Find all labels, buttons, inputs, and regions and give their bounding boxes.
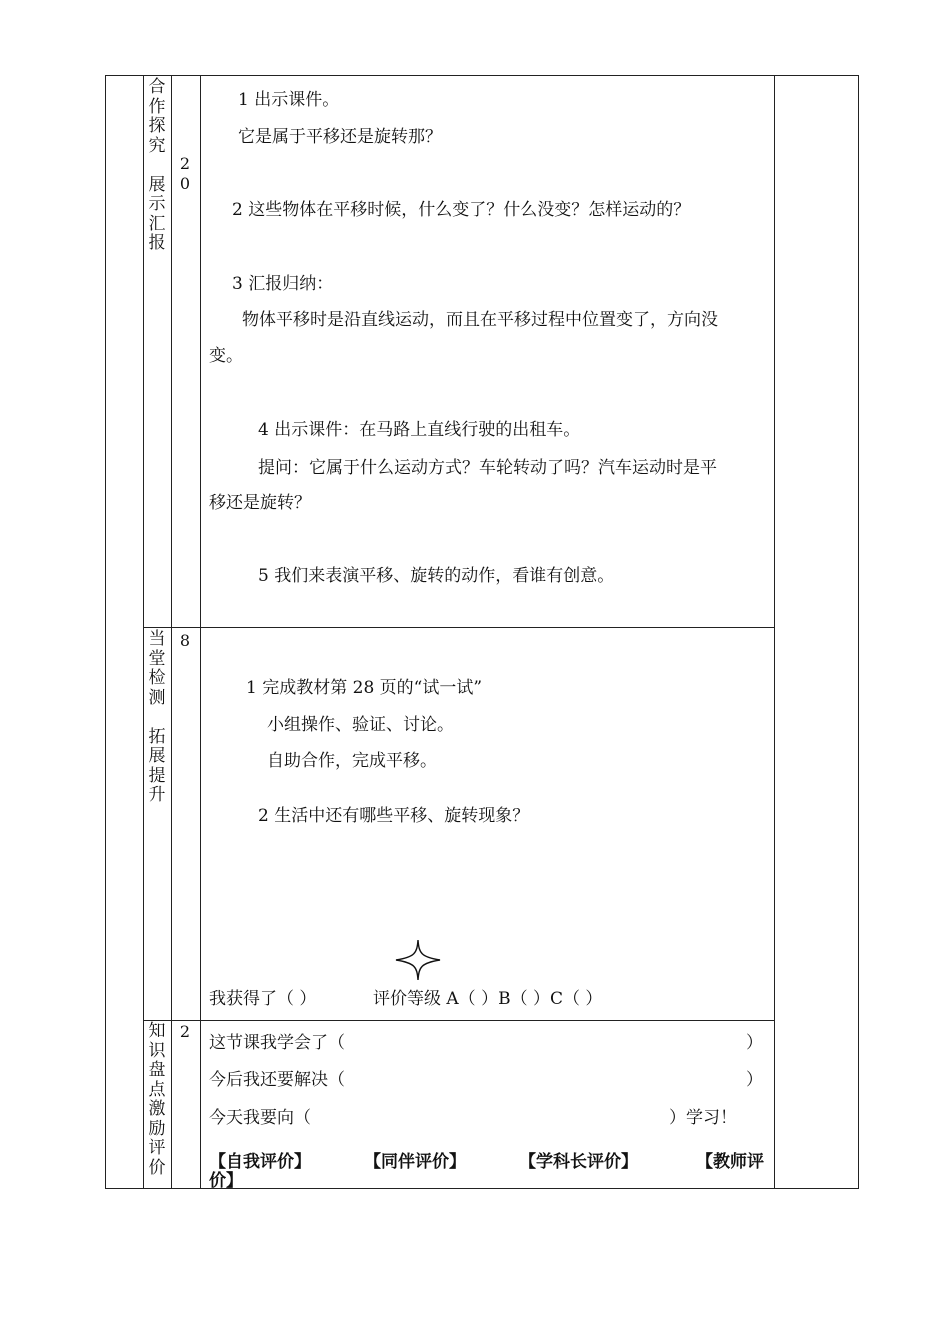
evaluation-peer: 【同伴评价】: [364, 1152, 466, 1172]
evaluation-teacher: 【教师评: [696, 1152, 764, 1172]
step-text: 物体平移时是沿直线运动，而且在平移过程中位置变了，方向没: [242, 310, 718, 330]
evaluation-self: 【自我评价】: [209, 1152, 311, 1172]
section-label-cooperate-explore: 合 作 探 究 展 示 汇 报: [148, 77, 166, 253]
learned-prefix: 这节课我学会了（: [209, 1033, 345, 1053]
exercise-text: 2 生活中还有哪些平移、旋转现象？: [258, 806, 530, 826]
star-icon: [395, 939, 441, 981]
step-text: 1 出示课件。: [238, 90, 340, 110]
learn-from-suffix: ）学习！: [669, 1108, 737, 1128]
exercise-text: 小组操作、验证、讨论。: [267, 715, 454, 735]
evaluation-teacher-wrap: 价】: [209, 1171, 243, 1191]
column-divider: [774, 76, 775, 1188]
exercise-text: 自助合作，完成平移。: [267, 751, 437, 771]
learn-from-prefix: 今天我要向（: [209, 1108, 311, 1128]
step-text: 5 我们来表演平移、旋转的动作，看谁有创意。: [258, 566, 615, 586]
step-text: 变。: [209, 346, 243, 366]
section-minutes: 2: [179, 1022, 191, 1041]
row-divider: [143, 627, 775, 628]
step-text: 4 出示课件：在马路上直线行驶的出租车。: [258, 420, 581, 440]
column-divider: [143, 76, 144, 1188]
evaluation-subject-leader: 【学科长评价】: [519, 1152, 638, 1172]
step-text: 它是属于平移还是旋转那？: [238, 127, 442, 147]
grade-text: 评价等级 A（ ）B（ ）C（ ）: [373, 989, 603, 1009]
step-text: 移还是旋转？: [209, 493, 311, 513]
section-minutes: 2 0: [179, 154, 191, 193]
section-label-knowledge-review: 知 识 盘 点 激 励 评 价: [148, 1021, 166, 1178]
exercise-text: 1 完成教材第 28 页的“试一试”: [246, 678, 483, 698]
solve-prefix: 今后我还要解决（: [209, 1070, 345, 1090]
lesson-plan-table: [105, 75, 859, 1189]
column-divider: [200, 76, 201, 1188]
reward-text: 我获得了（ ）: [209, 989, 317, 1009]
solve-suffix: ）: [746, 1070, 763, 1090]
step-text: 3 汇报归纳：: [232, 274, 334, 294]
step-text: 2 这些物体在平移时候，什么变了？什么没变？怎样运动的？: [232, 200, 691, 220]
section-minutes: 8: [179, 631, 191, 650]
step-text: 提问：它属于什么运动方式？车轮转动了吗？汽车运动时是平: [258, 458, 717, 478]
row-divider: [143, 1020, 775, 1021]
section-label-test-extend: 当 堂 检 测 拓 展 提 升: [148, 629, 166, 805]
column-divider: [171, 76, 172, 1188]
learned-suffix: ）: [746, 1033, 763, 1053]
